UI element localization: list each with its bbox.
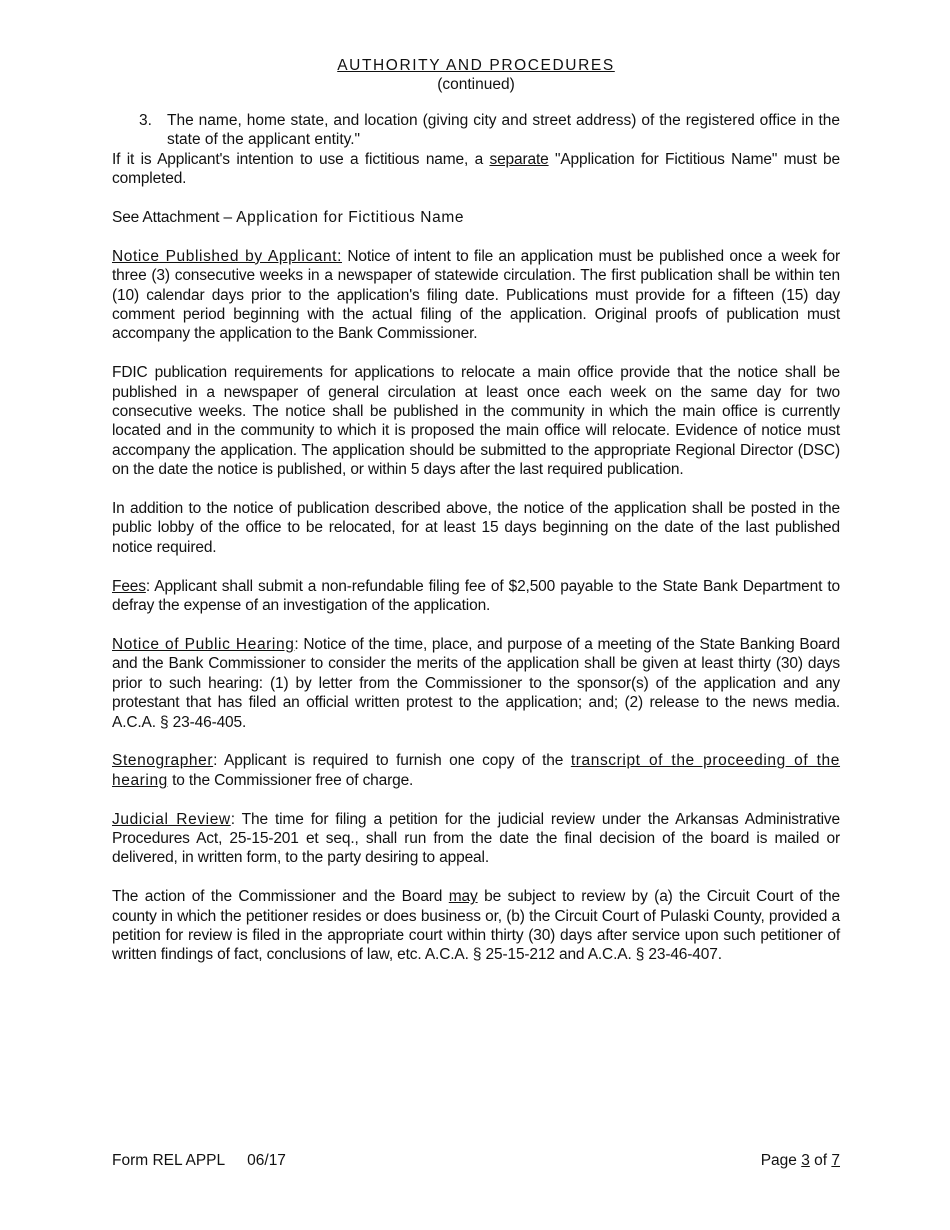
public-hearing-paragraph [112,635,840,732]
action-paragraph [112,887,840,965]
page-title: AUTHORITY AND PROCEDURES [337,57,615,74]
form-date: 06/17 [247,1152,286,1169]
public-hearing-heading: Notice of Public Hearing [112,635,295,653]
list-text: The name, home state, and location (giving city and street address) of the registered office in the state of the applicant entity." [167,112,840,149]
fees-heading: Fees [112,577,146,595]
current-page: 3 [801,1152,810,1169]
fdic-paragraph: FDIC publication requirements for applications to relocate a main office provide that the notice shall be published in a newspaper of general circulation at least once each week on the same day for two consecutive weeks. The notice shall be published in the community in which the main office is currently located and in the community to which it is proposed the main office will relocate. Evidence of notice must accompany the application. The application should be submitted to the appropriate Regional Director (DSC) on the date the notice is published, or within 5 days after the last required publication. [112,364,840,479]
judicial-review-text: : The time for filing a petition for the judicial review under the Arkansas Administrative Procedures Act, 25-15-201 et seq., shall run from the date the final decision of the board is mailed or delivered, in written form, to the party desiring to appeal. [112,810,840,867]
judicial-review-paragraph [112,810,840,868]
action-text-before: The action of the Commissioner and the Board [112,888,449,906]
stenographer-text-after: to the Commissioner free of charge. [167,771,414,789]
fictitious-text-before: If it is Applicant's intention to use a fictitious name, a [112,150,490,168]
may-word: may [448,888,478,906]
fictitious-text-after: "Application for Fictitious Name" must be completed. [112,150,840,188]
attachment-line [112,208,840,227]
fees-text: : Applicant shall submit a non-refundable filing fee of $2,500 payable to the State Bank Department to defray the expense of an investigation of the application. [112,577,840,615]
notice-published-paragraph [112,247,840,344]
page-subtitle: (continued) [437,76,515,93]
separate-word: separate [489,150,549,168]
public-hearing-text: : Notice of the time, place, and purpose of a meeting of the State Banking Board and the Bank Commissioner to consider the merits of the application shall be given at least thirty (30) days prior to such hearing: (1) by letter from the Commissioner to the sponsor(s) of the application and any protestant that has filed an official written protest to the application; and; (2) release to the news media. A.C.A. § 23-46-405. [112,635,840,731]
stenographer-heading: Stenographer [112,752,214,770]
stenographer-paragraph [112,751,840,790]
form-name: Form REL APPL [112,1152,226,1169]
fees-paragraph [112,577,840,616]
fictitious-name-paragraph [112,150,840,189]
action-text-after: be subject to review by (a) the Circuit Court of the county in which the petitioner resides or does business or, (b) the Circuit Court of Pulaski County, provided a petition for review is filed in the appropriate court within thirty (30) days after service upon such petitioner of written findings of fact, conclusions of law, etc. A.C.A. § 25-15-212 and A.C.A. § 23-46-407. [112,888,840,964]
stenographer-text-before: : Applicant is required to furnish one copy of the [213,752,571,770]
page-number [761,1152,840,1170]
list-item [139,111,840,150]
document-body [112,56,840,965]
lobby-paragraph: In addition to the notice of publication described above, the notice of the application shall be posted in the public lobby of the office to be relocated, for at least 15 days beginning on the date of the last published notice required. [112,500,840,556]
notice-published-text: Notice of intent to file an application must be published once a week for three (3) consecutive weeks in a newspaper of statewide circulation. The first publication shall be within ten (10) calendar days prior to the application's filing date. Publications must provide for a fifteen (15) day comment period beginning with the actual filing of the application. Original proofs of publication must accompany the application to the Bank Commissioner. [112,247,840,343]
page-label: Page [760,1152,802,1169]
attachment-name: Application for Fictitious Name [236,209,465,227]
form-id [112,1152,286,1170]
of-label: of [809,1152,832,1169]
attachment-prefix: See Attachment – [112,209,237,227]
total-pages: 7 [831,1152,840,1169]
transcript-phrase: transcript of the proceeding of the hearing [112,752,841,789]
judicial-review-heading: Judicial Review [112,810,231,828]
list-number: 3. [139,112,152,129]
page-footer [112,1152,840,1170]
notice-published-heading: Notice Published by Applicant: [112,247,342,265]
